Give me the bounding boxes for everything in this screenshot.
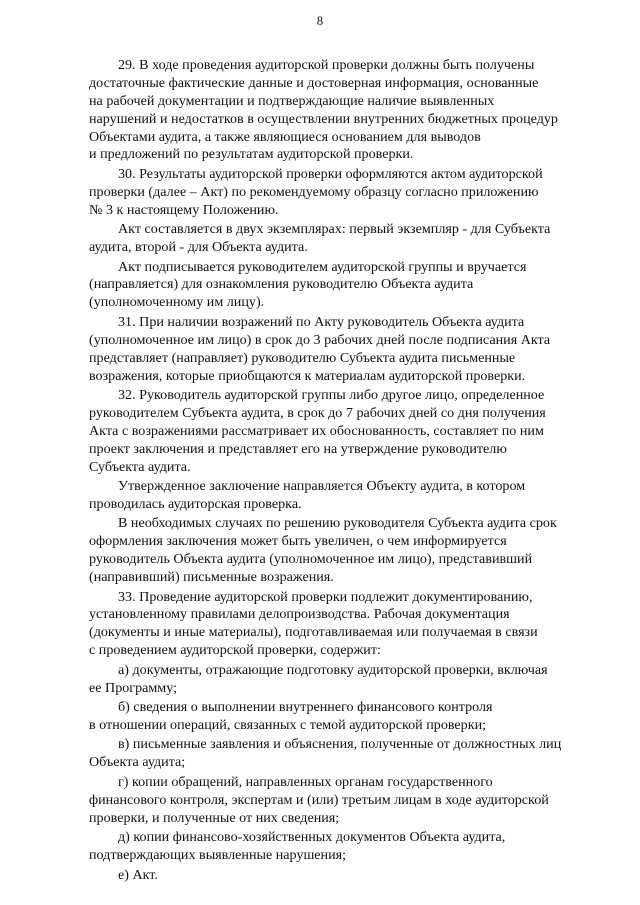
paragraph bbox=[89, 867, 590, 885]
text-line: Объекта аудита; bbox=[89, 754, 186, 771]
paragraph bbox=[89, 662, 590, 698]
text-line: проводилась аудиторская проверка. bbox=[89, 495, 302, 512]
paragraph bbox=[89, 478, 590, 514]
text-line: финансового контроля, экспертам и (или) третьим лицам в ходе аудиторской bbox=[89, 791, 549, 808]
text-line: и предложений по результатам аудиторской проверки. bbox=[89, 146, 414, 163]
text-line: е) Акт. bbox=[118, 866, 158, 883]
paragraph bbox=[89, 166, 590, 220]
text-line: Утвержденное заключение направляется Объекту аудита, в котором bbox=[118, 478, 526, 495]
paragraph bbox=[89, 57, 590, 164]
text-line: ее Программу; bbox=[89, 679, 178, 696]
text-line: проверки (далее – Акт) по рекомендуемому образцу согласно приложению bbox=[89, 183, 539, 200]
text-line: б) сведения о выполнении внутреннего финансового контроля bbox=[118, 699, 493, 716]
text-line: нарушений и недостатков в осуществлении внутренних бюджетных процедур bbox=[89, 110, 558, 127]
paragraph bbox=[89, 829, 590, 865]
text-line: (направляется) для ознакомления руководителю Объекта аудита bbox=[89, 276, 474, 293]
text-line: установленному правилами делопроизводства. Рабочая документация bbox=[89, 606, 510, 623]
paragraph bbox=[89, 314, 590, 386]
text-line: на рабочей документации и подтверждающие наличие выявленных bbox=[89, 92, 495, 109]
text-line: проект заключения и представляет его на утверждение руководителю bbox=[89, 440, 507, 457]
text-line: оформления заключения может быть увеличен, о чем информируется bbox=[89, 533, 507, 550]
document-body bbox=[89, 57, 590, 886]
text-line: проверки, и полученные от них сведения; bbox=[89, 809, 340, 826]
text-line: (направивший) письменные возражения. bbox=[89, 569, 334, 586]
paragraph bbox=[89, 387, 590, 476]
text-line: 29. В ходе проведения аудиторской проверки должны быть получены bbox=[118, 57, 535, 73]
text-line: Субъекта аудита. bbox=[89, 458, 191, 475]
paragraph bbox=[89, 736, 590, 772]
text-line: 31. При наличии возражений по Акту руководитель Объекта аудита bbox=[118, 313, 525, 330]
text-line: подтверждающих выявленные нарушения; bbox=[89, 847, 347, 864]
text-line: руководителем Субъекта аудита, в срок до 7 рабочих дней со дня получения bbox=[89, 404, 546, 421]
text-line: в) письменные заявления и объяснения, полученные от должностных лиц bbox=[118, 736, 562, 753]
text-line: а) документы, отражающие подготовку аудиторской проверки, включая bbox=[118, 661, 548, 678]
text-line: возражения, которые приобщаются к материалам аудиторской проверки. bbox=[89, 367, 526, 384]
text-line: руководитель Объекта аудита (уполномоченное им лицо), представивший bbox=[89, 551, 533, 568]
text-line: д) копии финансово-хозяйственных документов Объекта аудита, bbox=[118, 829, 506, 846]
text-line: г) копии обращений, направленных органам государственного bbox=[118, 773, 493, 790]
text-line: Акт подписывается руководителем аудиторской группы и вручается bbox=[118, 258, 527, 275]
page-number: 8 bbox=[316, 14, 324, 28]
text-line: достаточные фактические данные и достоверная информация, основанные bbox=[89, 74, 539, 91]
text-line: № 3 к настоящему Положению. bbox=[89, 201, 279, 218]
text-line: В необходимых случаях по решению руководителя Субъекта аудита срок bbox=[118, 515, 557, 532]
text-line: 30. Результаты аудиторской проверки оформляются актом аудиторской bbox=[118, 165, 543, 182]
text-line: (уполномоченное им лицо) в срок до 3 рабочих дней после подписания Акта bbox=[89, 331, 551, 348]
paragraph bbox=[89, 259, 590, 313]
text-line: Объектами аудита, а также являющиеся основанием для выводов bbox=[89, 128, 481, 145]
text-line: (уполномоченному им лицу). bbox=[89, 294, 265, 311]
text-line: 33. Проведение аудиторской проверки подлежит документированию, bbox=[118, 588, 533, 605]
text-line: Акта с возражениями рассматривает их обоснованность, составляет по ним bbox=[89, 422, 544, 439]
text-line: 32. Руководитель аудиторской группы либо другое лицо, определенное bbox=[118, 387, 545, 403]
paragraph bbox=[89, 699, 590, 735]
text-line: Акт составляется в двух экземплярах: первый экземпляр - для Субъекта bbox=[118, 221, 551, 238]
text-line: с проведением аудиторской проверки, содержит: bbox=[89, 642, 381, 659]
paragraph bbox=[89, 221, 590, 257]
paragraph bbox=[89, 774, 590, 828]
text-line: в отношении операций, связанных с темой аудиторской проверки; bbox=[89, 717, 487, 733]
text-line: (документы и иные материалы), подготавливаемая или получаемая в связи bbox=[89, 624, 538, 641]
paragraph bbox=[89, 589, 590, 661]
text-line: аудита, второй - для Объекта аудита. bbox=[89, 239, 308, 256]
text-line: представляет (направляет) руководителю Субъекта аудита письменные bbox=[89, 349, 516, 366]
paragraph bbox=[89, 515, 590, 587]
